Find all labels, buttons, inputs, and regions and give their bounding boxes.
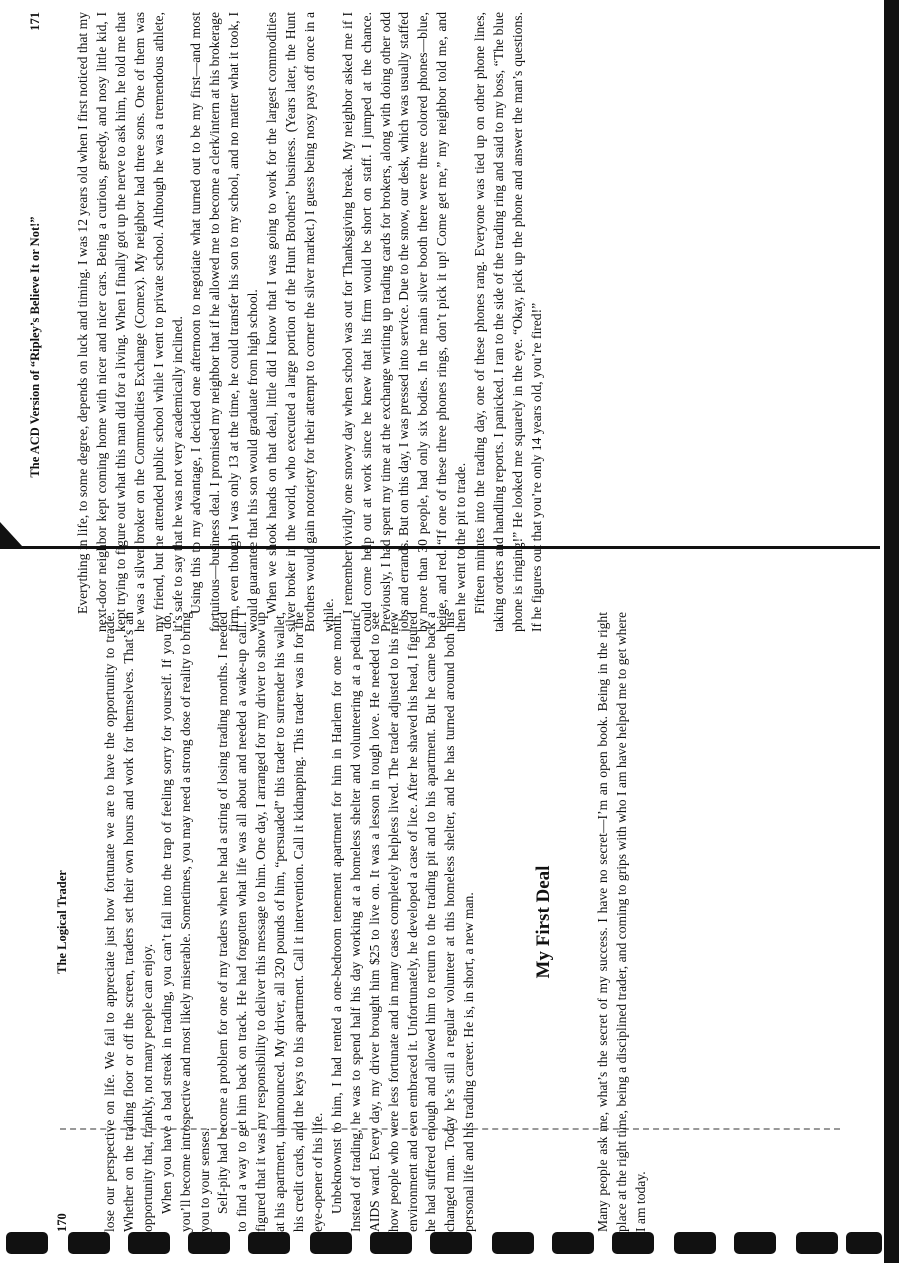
binding-hole: [68, 1232, 110, 1254]
body-text: [101, 612, 651, 1232]
binding-hole: [6, 1232, 48, 1254]
binding-hole: [430, 1232, 472, 1254]
right-page: [28, 12, 818, 632]
paragraph: When we shook hands on that deal, little did I know that I was going to work for the largest commodities silver broker in the world, who executed a large portion of the Hunt Brothers’ business. (Years later, the Hunt Brothers would gain notoriety for their attempt to corner the silver market.) I guess being nosy pays off once in a while.: [264, 12, 336, 632]
paragraph: Self-pity had become a problem for one of my traders when he had a string of losing trading months. I needed to find a way to get him back on track. He had forgotten what life was all about and needed a wake-up call. I figured that it was my responsibility to deliver this message to him. One day, I arranged for my driver to show up at his apartment, unannounced. My driver, all 320 pounds of him, “persuaded” this trader to surrender his wallet, his credit cards, and the keys to his apartment. Call it intervention. Call it kidnapping. This trader was in for the eye-opener of his life.: [215, 612, 325, 1232]
binding-hole: [796, 1232, 838, 1254]
binding-hole: [128, 1232, 170, 1254]
running-head-title: The ACD Version of “Ripley’s Believe It or Not!”: [28, 216, 42, 478]
running-head: [28, 12, 54, 632]
binding-hole: [492, 1232, 534, 1254]
paragraph: Using this to my advantage, I decided one afternoon to negotiate what turned out to be my first—and most fortuitous—business deal. I promised my neighbor that if he allowed me to become a clerk/intern at his brokerage firm, even though I was only 13 at the time, he could transfer his son to my school, and no matter what it took, I would guarantee that his son would graduate from high school.: [188, 12, 261, 632]
paragraph: I remember vividly one snowy day when school was out for Thanksgiving break. My neighbor asked me if I could come help out at work since he knew that his firm would be short on staff. I jumped at the chance. Previously, I had spent my time at the exchange writing up trading cards for brokers, along with doing other odd jobs and errands. But on this day, I was pressed into service. Due to the snow, our desk, which was usually staffed by more than 30 people, had only six bodies. In the main silver booth there were three colored phones—blue, beige, and red. “If one of these three phones rings, don’t pick it up! Come get me,” my neighbor told me, and then he went to the pit to trade.: [339, 12, 469, 632]
page-edge-shadow: [884, 0, 899, 1263]
binding-hole: [188, 1232, 230, 1254]
binding-hole: [370, 1232, 412, 1254]
binding-hole: [612, 1232, 654, 1254]
paragraph: Unbeknownst to him, I had rented a one-bedroom tenement apartment for him in Harlem for one month. Instead of trading, he was to spend half his day working at a homeless shelter and volunteering at a pediatric AIDS ward. Every day, my driver brought him $25 to live on. It was a lesson in tough love. He needed to see how people who were less fortunate and in many cases completely helpless lived. The trader adjusted to his new environment and even embraced it. Unfortunately, he developed a case of lice. After he shaved his head, I figured he had suffered enough and allowed him to return to the trading pit and to his apartment. But he came back a changed man. Today he’s still a regular volunteer at this homeless shelter, and he has turned around both his personal life and his trading career. He is, in short, a new man.: [328, 612, 477, 1232]
binding-hole: [734, 1232, 776, 1254]
binding-hole: [846, 1232, 882, 1254]
binding-hole: [552, 1232, 594, 1254]
body-text: [74, 12, 547, 632]
binding-hole: [674, 1232, 716, 1254]
binding-hole: [248, 1232, 290, 1254]
spine-wedge: [0, 522, 22, 546]
section-heading: My First Deal: [533, 865, 555, 979]
paragraph: lose our perspective on life. We fail to appreciate just how fortunate we are to have the opportunity to trade. Whether on the trading floor or off the screen, traders set their own hours and work for themselves. That’s an opportunity that, frankly, not many people can enjoy.: [102, 612, 155, 1232]
binding-hole: [310, 1232, 352, 1254]
paragraph: When you have a bad streak in trading, you can’t fall into the trap of feeling sorry for yourself. If you do, you’ll become introspective and most likely miserable. Sometimes, you may need a strong dose of reality to bring you to your senses.: [158, 612, 212, 1232]
running-head: [55, 612, 81, 1232]
paragraph: Fifteen minutes into the trading day, one of these phones rang. Everyone was tied up on other phone lines, taking orders and handling reports. I panicked. I ran to the side of the trading ring and said to my boss, “The blue phone is ringing!” He looked me squarely in the eye. “Okay, pick up the phone and answer the man’s questions. If he figures out that you’re only 14 years old, you’re fired!”: [472, 12, 544, 632]
running-head-title: The Logical Trader: [55, 870, 69, 974]
binding-holes: [0, 1232, 884, 1256]
page-number: 171: [28, 12, 42, 31]
left-page: [55, 612, 845, 1232]
paragraph: Everything in life, to some degree, depends on luck and timing. I was 12 years old when I first noticed that my next-door neighbor kept coming home with nicer and nicer cars. Being a curious, greedy, and nosy little kid, I kept trying to figure out what this man did for a living. When I finally got up the nerve to ask him, he told me that he was a silver broker on the Commodities Exchange (Comex). My neighbor had three sons. One of them was my friend, but he attended public school while I went to private school. Although he was a tremendous athlete, it’s safe to say that he was not very academically inclined.: [75, 12, 185, 632]
paragraph: Many people ask me, what’s the secret of my success. I have no secret—I’m an open book. Being in the right place at the right time, being a disciplined trader, and coming to grips with who I am have helped me to get where I am today.: [595, 612, 648, 1232]
page-number: 170: [55, 1213, 69, 1232]
